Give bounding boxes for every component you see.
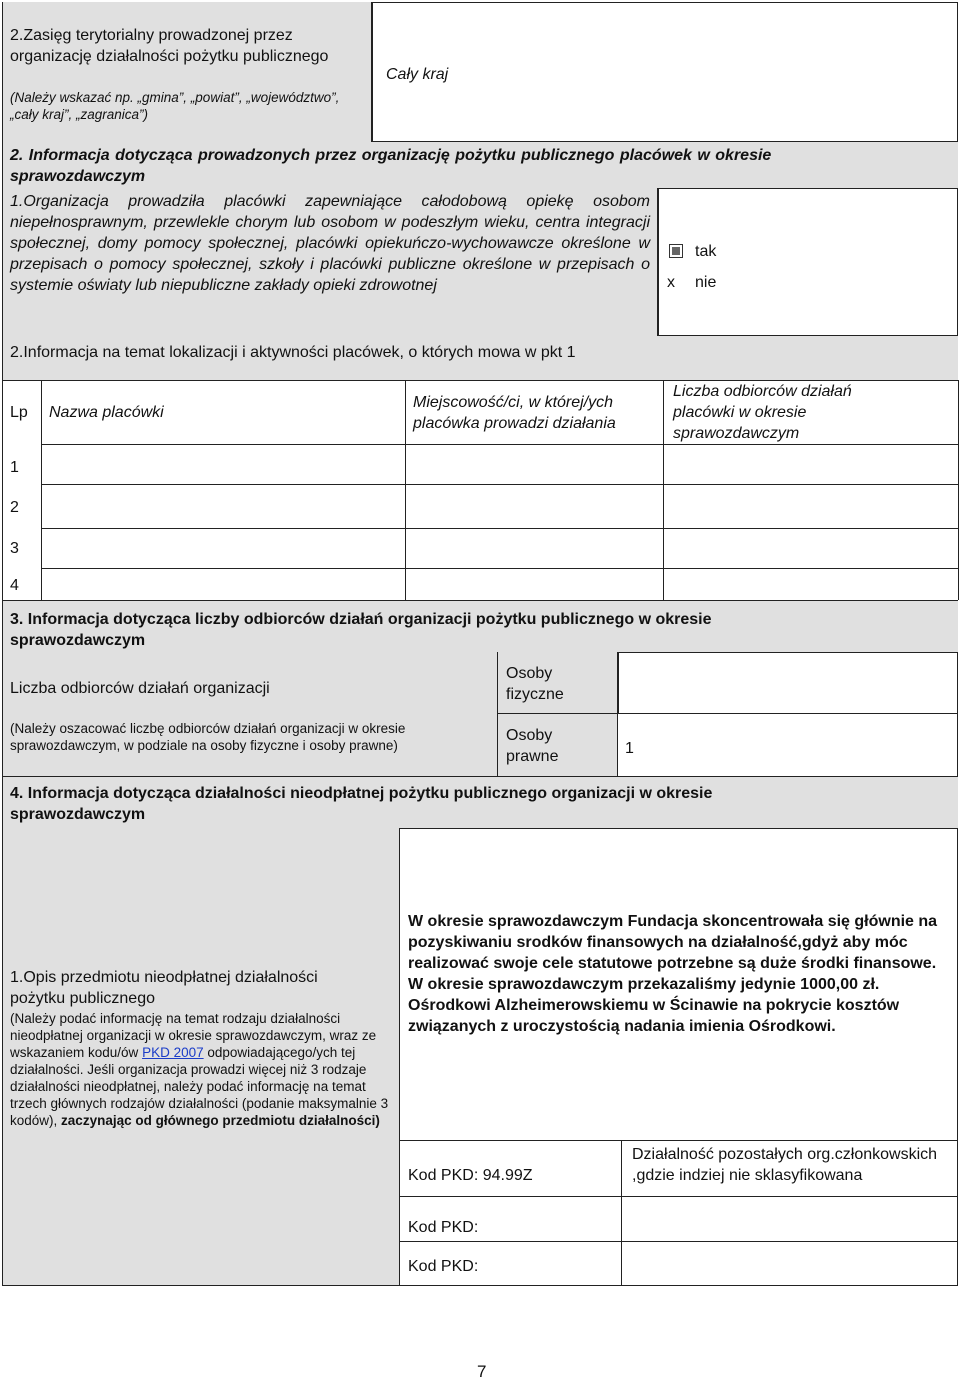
scope-label-cell: [2, 2, 372, 142]
pkd-code-cell[interactable]: [400, 1196, 622, 1241]
activity-heading-line2: sprawozdawczym: [10, 806, 146, 823]
pkd-description: Działalność pozostałych org.członkowskich ,gdzie indziej nie sklasyfikowana: [632, 1146, 938, 1184]
section-bottom-border: [2, 1285, 402, 1286]
facilities-heading-band: [2, 142, 958, 188]
facilities-answer-cell: [658, 188, 958, 336]
facilities-q2-text: 2.Informacja na temat lokalizacji i aktywności placówek, o których mowa w pkt 1: [10, 344, 576, 361]
activity-heading-line1: 4. Informacja dotycząca działalności nieodpłatnej pożytku publicznego organizacji w okresie: [10, 785, 713, 802]
activity-label-line1: 1.Opis przedmiotu nieodpłatnej działalności: [10, 969, 318, 986]
pkd-code-cell[interactable]: [400, 1241, 622, 1286]
row-number: 2: [10, 499, 19, 516]
pkd-code-cell[interactable]: [400, 1140, 622, 1196]
legal-value: 1: [625, 740, 634, 757]
table-divider: [663, 380, 664, 600]
activity-label-line2: pożytku publicznego: [10, 990, 155, 1007]
row-number: 1: [10, 459, 19, 476]
activity-hint-bold: zaczynając od głównego przedmiotu działalności): [61, 1113, 380, 1128]
recipients-hint: (Należy oszacować liczbę odbiorców działań organizacji w okresie sprawozdawczym, w podziale na osoby fizyczne i osoby prawne): [10, 721, 406, 753]
pkd-desc-cell[interactable]: [622, 1241, 958, 1286]
legal-label-cell: [498, 714, 618, 776]
activity-label-cell: [2, 828, 400, 1286]
scope-value-cell[interactable]: [372, 2, 958, 142]
pkd-2007-link[interactable]: PKD 2007: [142, 1045, 204, 1060]
table-divider: [405, 380, 406, 600]
activity-hint-part-a: (Należy podać informację na temat rodzaju działalności nieodpłatnej organizacji w okresie sprawozdawczym, wraz ze wskazaniem kodu/ów: [10, 1011, 377, 1060]
pkd-code: Kod PKD:: [408, 1258, 479, 1275]
recipients-heading-line2: sprawozdawczym: [10, 632, 146, 649]
table-divider: [41, 484, 959, 485]
scope-label: 2.Zasięg terytorialny prowadzonej przez organizację działalności pożytku publicznego: [10, 27, 329, 65]
option-yes-label: tak: [695, 243, 717, 260]
activity-hint: [10, 1010, 392, 1129]
option-no-mark[interactable]: x: [667, 274, 675, 291]
header-lp: Lp: [10, 404, 28, 421]
legal-label-line2: prawne: [506, 748, 559, 765]
activity-description-cell[interactable]: [400, 828, 958, 1140]
row-number: 3: [10, 540, 19, 557]
left-border: [2, 2, 3, 1286]
pkd-desc-cell[interactable]: [622, 1140, 958, 1196]
table-divider: [41, 528, 959, 529]
page-number: 7: [477, 1362, 487, 1381]
recipients-label-cell: [2, 652, 498, 776]
legal-label-line1: Osoby: [506, 727, 553, 744]
facilities-question-cell: [2, 188, 658, 336]
pkd-code: Kod PKD:: [408, 1219, 479, 1236]
recipients-heading-band: [2, 600, 958, 652]
pkd-desc-cell[interactable]: [622, 1196, 958, 1241]
facilities-heading-line2: sprawozdawczym: [10, 168, 146, 185]
recipients-heading-line1: 3. Informacja dotycząca liczby odbiorców działań organizacji pożytku publicznego w okresie: [10, 611, 712, 628]
physical-value-cell[interactable]: [618, 652, 958, 714]
header-name: Nazwa placówki: [49, 404, 164, 421]
scope-hint-line1: (Należy wskazać np. „gmina”, „powiat”, „województwo”,: [10, 90, 340, 105]
header-location: Miejscowość/ci, w której/ych placówka prowadzi działania: [413, 394, 616, 432]
facilities-question-text: 1.Organizacja prowadziła placówki zapewniające całodobową opiekę osobom niepełnosprawnym, przewlekle chorym lub osobom w podeszłym wieku, centra integracji społecznej, domy pomocy społecznej, placówki opiekuńczo-wychowawcze określone w przepisach o pomocy społecznej, szkoły i placówki publiczne określone w przepisach o systemie oświaty lub niepubliczne zakłady opieki zdrowotnej: [10, 193, 650, 294]
activity-heading-band: [2, 776, 958, 828]
physical-label-line1: Osoby: [506, 665, 553, 682]
checkbox-yes[interactable]: [669, 244, 683, 258]
header-recipients: Liczba odbiorców działań placówki w okresie sprawozdawczym: [673, 383, 852, 442]
physical-label-cell: [498, 652, 618, 714]
activity-hint-part-b: odpowiadającego/ych tej działalności. Jeśli organizacja prowadzi więcej niż 3 rodzaje działalności nieodpłatnej, należy podać informację na temat trzech głównych rodzajów działalności (podanie maksymalnie 3 kodów),: [10, 1045, 389, 1128]
facilities-q2-band: [2, 336, 958, 380]
recipients-label: Liczba odbiorców działań organizacji: [10, 680, 270, 697]
facilities-table: [2, 380, 958, 600]
scope-value: Cały kraj: [386, 66, 449, 83]
option-no-label: nie: [695, 274, 717, 291]
physical-label-line2: fizyczne: [506, 686, 564, 703]
row-number: 4: [10, 577, 19, 594]
scope-hint-line2: „cały kraj”, „zagranica”): [10, 107, 149, 122]
activity-description: W okresie sprawozdawczym Fundacja skoncentrowała się głównie na pozyskiwaniu srodków finansowych na działalność,gdyż aby móc realizować swoje cele statutowe potrzebne są duże środki finansowe. W okresie sprawozdawczym przekazaliśmy jedynie 1000,00 zł. Ośrodkowi Alzheimerowskiemu w Ścinawie na pokrycie kosztów związanych z uroczystością nadania imienia Ośrodkowi.: [408, 913, 938, 1035]
table-divider: [41, 444, 959, 445]
table-divider: [41, 380, 42, 600]
table-divider: [958, 380, 959, 600]
pkd-code: Kod PKD: 94.99Z: [408, 1167, 533, 1184]
facilities-heading-line1: 2. Informacja dotycząca prowadzonych przez organizację pożytku publicznego placówek w okresie: [10, 147, 772, 164]
legal-value-cell[interactable]: [618, 714, 958, 776]
table-divider: [41, 568, 959, 569]
